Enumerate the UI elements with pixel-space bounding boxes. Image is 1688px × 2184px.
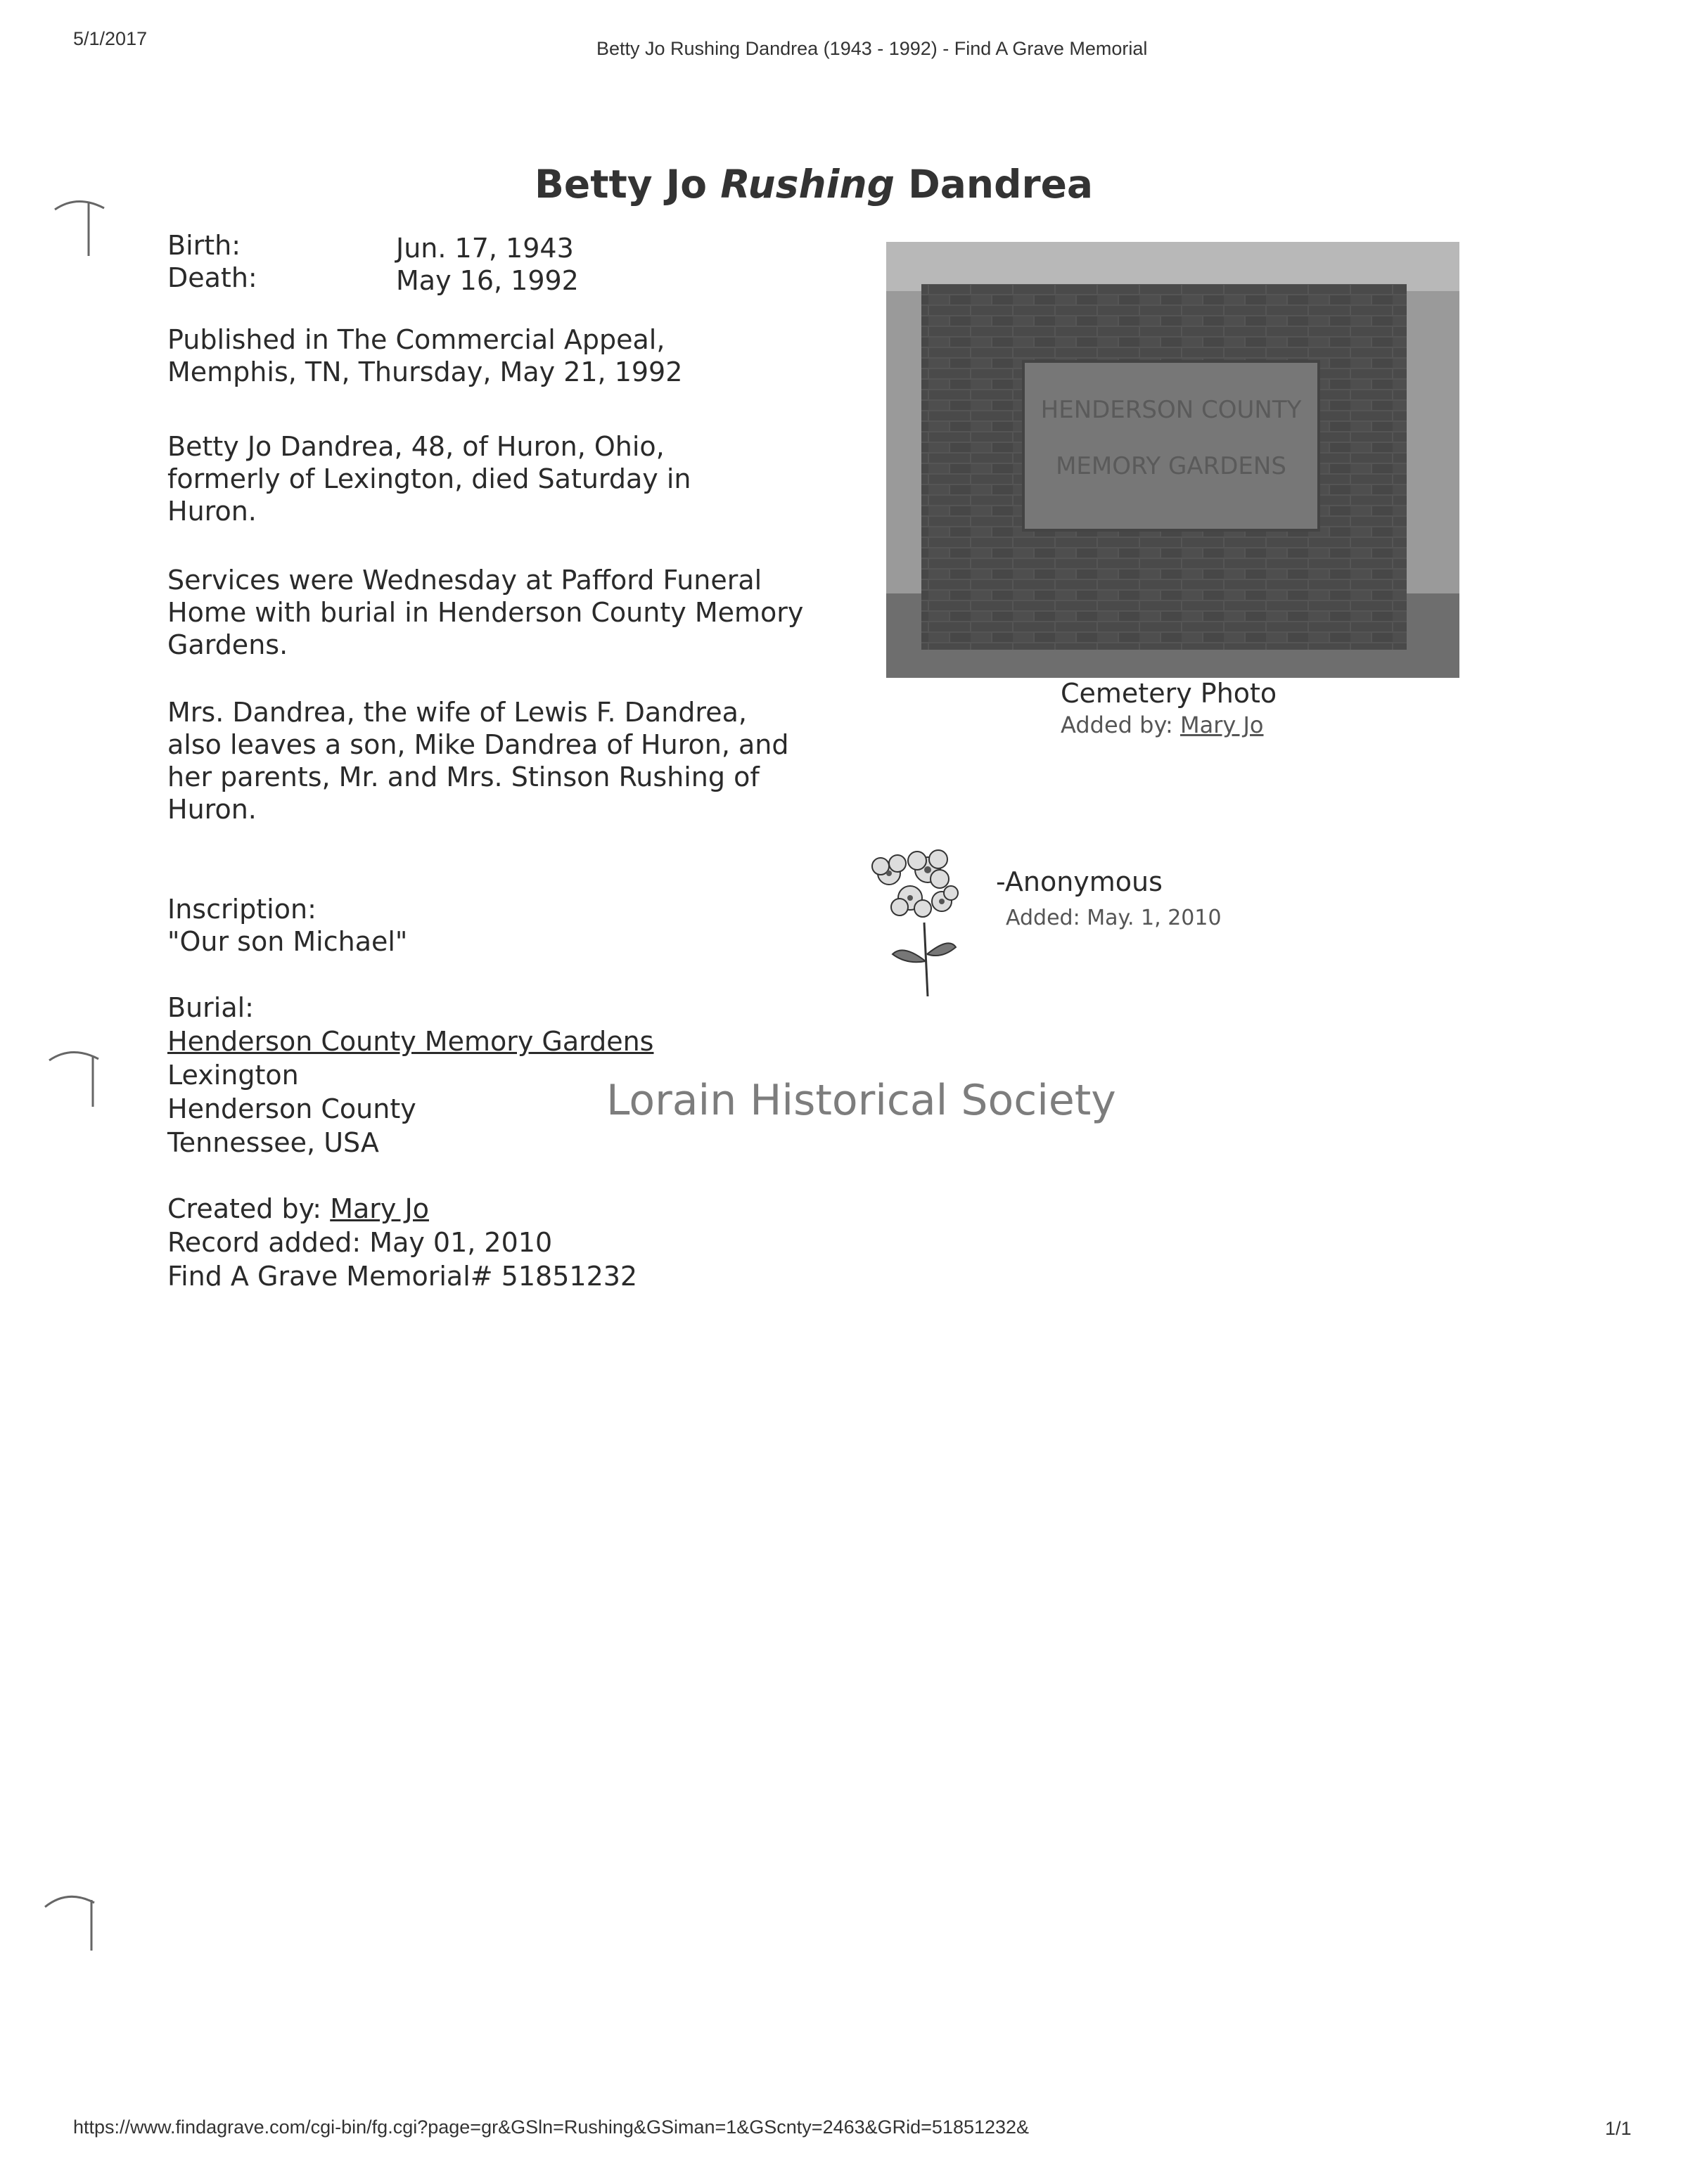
burial-label: Burial: <box>167 992 254 1023</box>
print-page-number: 1/1 <box>1605 2118 1632 2139</box>
print-date: 5/1/2017 <box>73 28 148 49</box>
punch-hole-mark <box>44 1045 107 1108</box>
created-by-row <box>167 1193 429 1225</box>
birth-label: Birth: <box>167 230 241 261</box>
burial-county: Henderson County <box>167 1093 416 1124</box>
burial-state: Tennessee, USA <box>167 1127 379 1158</box>
photo-added-by <box>1061 712 1264 738</box>
memorial-name <box>535 162 1093 207</box>
name-first: Betty Jo <box>535 162 708 207</box>
bio-paragraph-death: Betty Jo Dandrea, 48, of Huron, Ohio, formerly of Lexington, died Saturday in Huron. <box>167 431 691 527</box>
cemetery-link[interactable]: Henderson County Memory Gardens <box>167 1026 654 1057</box>
sign-text-line1: HENDERSON COUNTY <box>1040 396 1302 424</box>
record-added: Record added: May 01, 2010 <box>167 1227 553 1258</box>
print-url: https://www.findagrave.com/cgi-bin/fg.cgi?page=gr&GSln=Rushing&GSiman=1&GScnty=2463&GRid=51851232& <box>73 2116 1030 2138</box>
created-by-link[interactable]: Mary Jo <box>330 1193 429 1224</box>
bio-paragraph-survivors: Mrs. Dandrea, the wife of Lewis F. Dandrea, also leaves a son, Mike Dandrea of Huron, and her parents, Mr. and Mrs. Stinson Rushing of Huron. <box>167 697 789 825</box>
punch-hole-mark <box>49 194 113 257</box>
birth-date: Jun. 17, 1943 <box>396 233 574 264</box>
watermark: Lorain Historical Society <box>606 1076 1116 1125</box>
name-middle: Rushing <box>720 162 895 207</box>
bio-paragraph-publication: Published in The Commercial Appeal, Memphis, TN, Thursday, May 21, 1992 <box>167 324 683 387</box>
death-date: May 16, 1992 <box>396 265 579 296</box>
punch-hole-mark <box>41 1889 104 1952</box>
sign-text-line2: MEMORY GARDENS <box>1056 452 1286 480</box>
burial-city: Lexington <box>167 1060 299 1091</box>
photo-added-by-label: Added by: <box>1061 712 1173 738</box>
inscription-text: "Our son Michael" <box>167 926 408 957</box>
created-by-label: Created by: <box>167 1193 322 1224</box>
inscription-label: Inscription: <box>167 894 316 925</box>
photo-added-by-link[interactable]: Mary Jo <box>1180 712 1264 738</box>
cemetery-photo[interactable] <box>886 242 1459 678</box>
flower-added-date: Added: May. 1, 2010 <box>1006 906 1222 930</box>
photo-caption: Cemetery Photo <box>1061 678 1277 709</box>
flower-icon <box>861 838 966 996</box>
name-last: Dandrea <box>908 162 1093 207</box>
memorial-id: Find A Grave Memorial# 51851232 <box>167 1261 638 1292</box>
flower-from: -Anonymous <box>996 866 1163 897</box>
bio-paragraph-services: Services were Wednesday at Pafford Funeral Home with burial in Henderson County Memory Gardens. <box>167 565 804 660</box>
death-label: Death: <box>167 262 257 293</box>
print-page-title: Betty Jo Rushing Dandrea (1943 - 1992) - Find A Grave Memorial <box>596 38 1148 59</box>
